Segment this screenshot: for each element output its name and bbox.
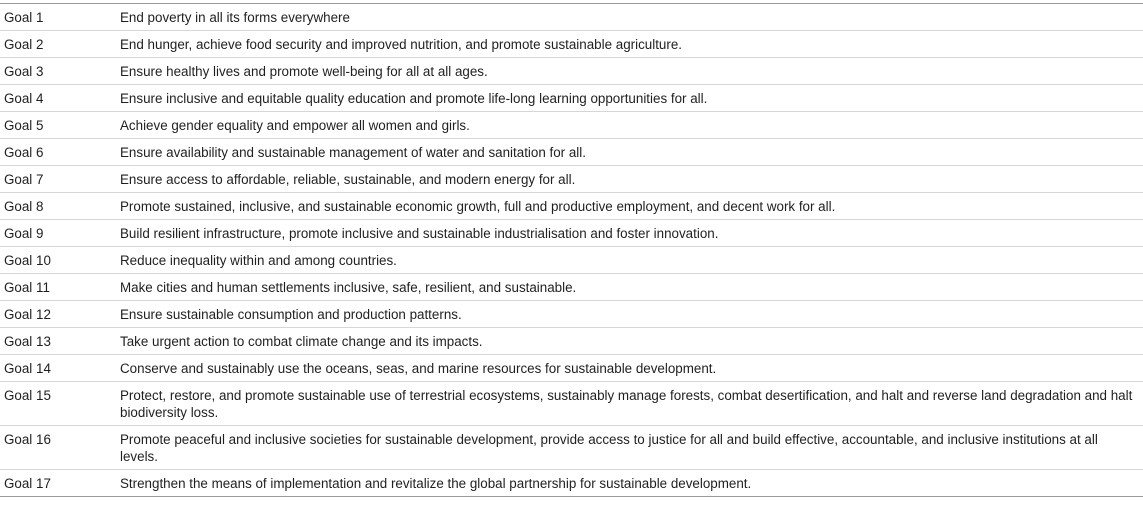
table-row: [0, 4, 1143, 31]
goal-label: Goal 17: [4, 476, 51, 491]
goal-description: Make cities and human settlements inclusive, safe, resilient, and sustainable.: [120, 274, 1143, 301]
table-row: [0, 274, 1143, 301]
table-row: [0, 355, 1143, 382]
goal-description: Ensure access to affordable, reliable, sustainable, and modern energy for all.: [120, 166, 1143, 193]
goal-description: Protect, restore, and promote sustainable use of terrestrial ecosystems, sustainably manage forests, combat desertification, and halt and reverse land degradation and halt biodiversity loss.: [120, 382, 1143, 426]
goal-description: Ensure inclusive and equitable quality education and promote life-long learning opportunities for all.: [120, 85, 1143, 112]
table-row: [0, 470, 1143, 497]
table-row: [0, 301, 1143, 328]
goal-label: Goal 9: [0, 220, 120, 247]
goal-description: Ensure availability and sustainable management of water and sanitation for all.: [120, 139, 1143, 166]
goal-label: Goal 16: [0, 426, 120, 470]
table-row: [0, 139, 1143, 166]
goal-description: Strengthen the means of implementation and revitalize the global partnership for sustainable development.: [120, 476, 752, 491]
goal-label: Goal 7: [0, 166, 120, 193]
goal-description: End poverty in all its forms everywhere: [120, 4, 1143, 31]
goal-description: Build resilient infrastructure, promote inclusive and sustainable industrialisation and foster innovation.: [120, 220, 1143, 247]
table-row: [0, 112, 1143, 139]
bottom-rule: [0, 496, 1143, 497]
table-row: [0, 382, 1143, 426]
goal-description: Ensure healthy lives and promote well-being for all at all ages.: [120, 58, 1143, 85]
goal-label: Goal 2: [0, 31, 120, 58]
table-row: [0, 328, 1143, 355]
goal-label: Goal 8: [0, 193, 120, 220]
table-row: [0, 193, 1143, 220]
table-row: [0, 58, 1143, 85]
goal-description: Reduce inequality within and among countries.: [120, 247, 1143, 274]
table-row: [0, 220, 1143, 247]
table-row: [0, 31, 1143, 58]
goal-label: Goal 6: [0, 139, 120, 166]
goal-label: Goal 1: [0, 4, 120, 31]
sdg-table: [0, 3, 1143, 497]
table-row: [0, 247, 1143, 274]
goal-label: Goal 15: [0, 382, 120, 426]
goal-description: Ensure sustainable consumption and production patterns.: [120, 301, 1143, 328]
goal-description: Promote peaceful and inclusive societies for sustainable development, provide access to justice for all and build effective, accountable, and inclusive institutions at all levels.: [120, 426, 1143, 470]
table-row: [0, 166, 1143, 193]
goal-label: Goal 14: [0, 355, 120, 382]
goal-label: Goal 12: [0, 301, 120, 328]
goal-description: Promote sustained, inclusive, and sustainable economic growth, full and productive employment, and decent work for all.: [120, 193, 1143, 220]
goal-label: Goal 13: [0, 328, 120, 355]
goal-label: Goal 11: [0, 274, 120, 301]
table-row: [0, 85, 1143, 112]
goal-label: Goal 4: [0, 85, 120, 112]
table-row: [0, 426, 1143, 470]
goals-table: [0, 4, 1143, 496]
goal-description: Achieve gender equality and empower all women and girls.: [120, 112, 1143, 139]
goal-description: Take urgent action to combat climate change and its impacts.: [120, 328, 1143, 355]
goal-description: End hunger, achieve food security and improved nutrition, and promote sustainable agriculture.: [120, 31, 1143, 58]
goal-label: Goal 10: [0, 247, 120, 274]
goal-description: Conserve and sustainably use the oceans, seas, and marine resources for sustainable development.: [120, 355, 1143, 382]
goals-table-body: [0, 4, 1143, 496]
goal-label: Goal 5: [0, 112, 120, 139]
goal-label: Goal 3: [0, 58, 120, 85]
